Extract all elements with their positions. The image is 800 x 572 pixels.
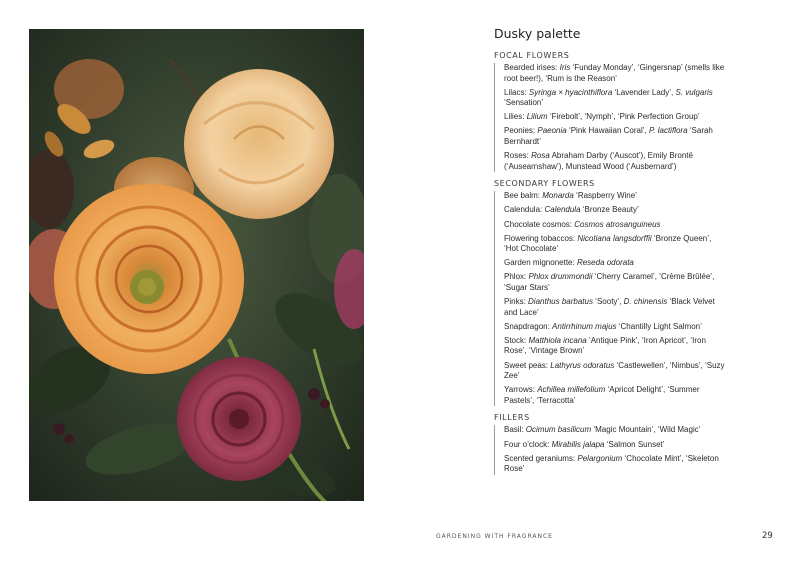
botanical-name: D. chinensis xyxy=(623,297,668,307)
botanical-name: Dianthus barbatus xyxy=(528,297,593,307)
list-text: ‘Raspberry Wine’ xyxy=(573,191,637,201)
botanical-name: S. vulgaris xyxy=(675,87,713,97)
flower-list xyxy=(494,63,726,172)
botanical-name: Achillea millefolium xyxy=(537,385,606,395)
botanical-name: Nicotiana langsdorffii xyxy=(577,233,652,243)
list-text: Roses: xyxy=(504,151,532,161)
list-text: Scented geraniums: xyxy=(504,453,578,463)
list-item xyxy=(504,126,726,147)
list-text: Abraham Darby (‘Auscot’), Emily Brontë (‘Ausearnshaw’), Munstead Wood (‘Ausbernard’) xyxy=(504,151,693,171)
list-text: Pinks: xyxy=(504,297,529,307)
botanical-name: Phlox drummondii xyxy=(528,272,593,282)
list-text: Bearded irises: xyxy=(504,63,560,72)
list-text: ‘Firebolt’, ‘Nymph’, ‘Pink Perfection Group’ xyxy=(547,112,700,122)
list-text: ‘Magic Mountain’, ‘Wild Magic’ xyxy=(591,425,701,435)
list-text: ‘Sensation’ xyxy=(504,98,544,108)
list-item xyxy=(504,205,726,216)
list-item xyxy=(504,440,726,451)
list-text: Chocolate cosmos: xyxy=(504,219,575,229)
list-item xyxy=(504,88,726,109)
botanical-name: P. lactiflora xyxy=(648,126,688,136)
list-text: ‘Black Velvet and Lace’ xyxy=(504,297,715,317)
page-number: 29 xyxy=(762,531,773,541)
list-item xyxy=(504,63,726,84)
botanical-name: Cosmos atrosanguineus xyxy=(574,219,661,229)
list-text: Lilies: xyxy=(504,112,527,122)
running-footer: GARDENING WITH FRAGRANCE xyxy=(436,533,553,540)
list-text: ‘Salmon Sunset’ xyxy=(604,439,665,449)
list-text: Phlox: xyxy=(504,272,529,282)
botanical-name: Lilium xyxy=(526,112,548,122)
list-text: ‘Chocolate Mint’, ‘Skeleton Rose’ xyxy=(504,453,719,474)
list-item xyxy=(504,297,726,318)
list-item xyxy=(504,322,726,333)
list-text: ‘Sarah Bernhardt’ xyxy=(504,126,713,147)
botanical-name: Monarda xyxy=(542,191,574,201)
list-text: ‘Funday Monday’, ‘Gingersnap’ (smells like root beer!), ‘Rum is the Reason’ xyxy=(504,63,725,83)
section-heading: FOCAL FLOWERS xyxy=(494,51,570,60)
botanical-name: Iris xyxy=(559,63,571,72)
list-text: Flowering tobaccos: xyxy=(504,233,578,243)
flower-list xyxy=(494,191,726,406)
flower-list xyxy=(494,425,726,474)
flower-photo xyxy=(29,29,364,501)
list-text: ‘Chantilly Light Salmon’ xyxy=(616,321,702,331)
section-heading: SECONDARY FLOWERS xyxy=(494,179,595,189)
list-text: Peonies: xyxy=(504,126,538,136)
list-text: ‘Lavender Lady’, xyxy=(612,87,676,97)
flower-sections xyxy=(494,51,726,475)
list-text: ‘Bronze Beauty’ xyxy=(580,205,639,215)
list-item xyxy=(504,336,726,357)
list-text: ‘Cherry Caramel’, ‘Crème Brûlée’, ‘Sugar Stars’ xyxy=(504,272,715,292)
list-text: Stock: xyxy=(504,335,529,345)
list-item xyxy=(504,425,726,436)
list-item xyxy=(504,151,726,172)
list-text: ‘Pink Hawaiian Coral’, xyxy=(566,126,649,136)
botanical-name: Antirrhinum majus xyxy=(552,321,617,331)
botanical-name: Syringa × hyacinthiflora xyxy=(528,87,613,97)
section-heading: FILLERS xyxy=(494,413,530,423)
botanical-name: Rosa xyxy=(531,151,550,161)
list-text: Four o’clock: xyxy=(504,439,552,449)
list-text: ‘Antique Pink’, ‘Iron Apricot’, ‘Iron Rose’, ‘Vintage Brown’ xyxy=(504,335,706,356)
list-item xyxy=(504,191,726,202)
list-item xyxy=(504,234,726,255)
list-item xyxy=(504,272,726,293)
list-item xyxy=(504,454,726,475)
botanical-name: Calendula xyxy=(544,205,581,215)
list-item xyxy=(504,361,726,382)
list-text: Yarrows: xyxy=(504,385,538,395)
list-item xyxy=(504,220,726,231)
botanical-name: Matthiola incana xyxy=(528,335,587,345)
botanical-name: Mirabilis jalapa xyxy=(551,439,605,449)
list-item xyxy=(504,112,726,123)
list-text: Garden mignonette: xyxy=(504,258,577,268)
list-text: Calendula: xyxy=(504,205,545,215)
list-text: Snapdragon: xyxy=(504,321,553,331)
list-text: Sweet peas: xyxy=(504,360,551,370)
list-text: ‘Castlewellen’, ‘Nimbus’, ‘Suzy Zee’ xyxy=(504,360,725,381)
botanical-name: Pelargonium xyxy=(577,453,623,463)
text-column xyxy=(494,26,726,482)
list-text: ‘Bronze Queen’, ‘Hot Chocolate’ xyxy=(504,233,712,254)
rose-bouquet-image xyxy=(29,29,364,501)
botanical-name: Lathyrus odoratus xyxy=(550,360,615,370)
list-text: Bee balm: xyxy=(504,191,543,201)
botanical-name: Paeonia xyxy=(537,126,567,136)
list-text: Lilacs: xyxy=(504,87,529,97)
list-item xyxy=(504,258,726,269)
botanical-name: Reseda odorata xyxy=(576,258,634,268)
list-item xyxy=(504,385,726,406)
list-text: ‘Sooty’, xyxy=(592,297,624,307)
page-title: Dusky palette xyxy=(494,26,581,41)
list-text: Basil: xyxy=(504,425,526,435)
list-text: ‘Apricot Delight’, ‘Summer Pastels’, ‘Terracotta’ xyxy=(504,385,700,405)
botanical-name: Ocimum basilicum xyxy=(525,425,592,435)
